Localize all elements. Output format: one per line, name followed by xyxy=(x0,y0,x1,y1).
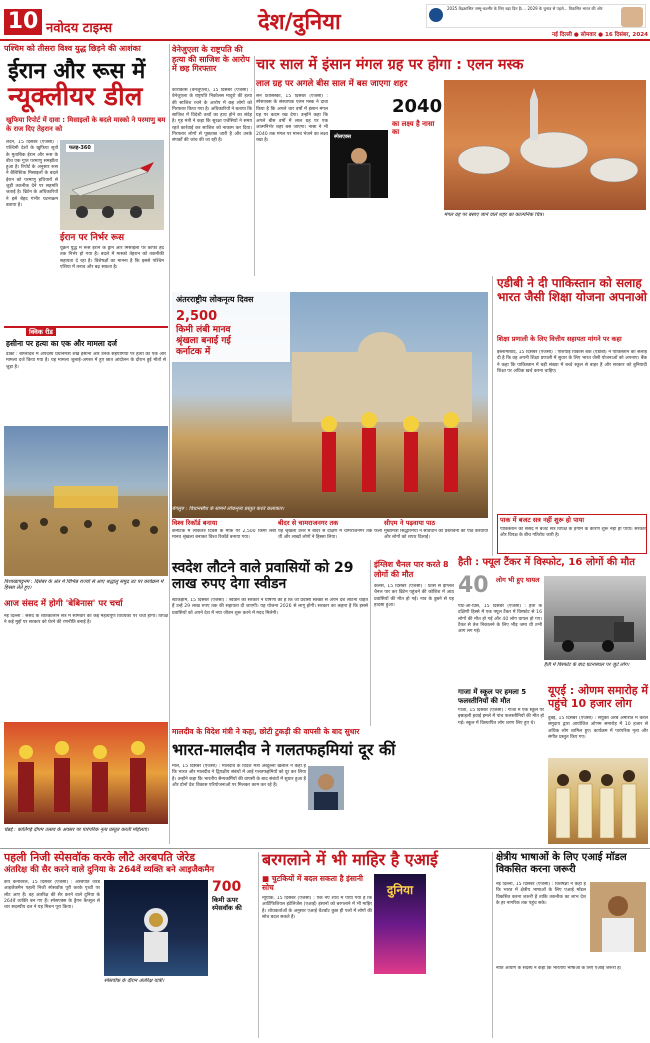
karnataka-line-3: कर्नाटक में xyxy=(176,347,211,357)
adb-body: इस्लामाबाद, 15 दिसंबर (एजेंसी) : एशियाई विकास बैंक (एडीबी) ने पाकिस्तान को सलाह दी है कि वह अपनी शिक्षा प्रणाली में सुधार के लिए भारत जैसी योजनाओं को अपनाए। बैंक ने कहा कि पाकिस्तान में बड़ी संख्या में बच्चे स्कूल से बाहर हैं और सरकार को बुनियादी शिक्षा पर अधिक खर्च करना चाहिए। xyxy=(497,350,647,374)
paper-name: नवोदय टाइम्स xyxy=(46,21,113,36)
karnataka-box-3 xyxy=(384,520,488,552)
karnataka-block xyxy=(172,292,488,552)
mars-caption: मंगल ग्रह पर बसाए जाने वाले शहर का काल्पनिक चित्र। xyxy=(444,212,544,218)
astronaut-graphic xyxy=(104,880,208,976)
maldives-portrait xyxy=(308,766,344,810)
ai-poster xyxy=(374,874,426,974)
spacewalk-caption: स्पेसवॉक के दौरान अंतरिक्ष यात्री। xyxy=(104,978,165,984)
uae-body: दुबई, 15 दिसंबर (एजेंसी) : संयुक्त अरब अमीरात में केरल समुदाय द्वारा आयोजित ओणम समारोह में 10 हजार से अधिक लोग शामिल हुए। कार्यक्रम में पारंपरिक नृत्य और संगीत प्रस्तुत किए गए। xyxy=(548,716,648,740)
sweden-headline xyxy=(172,560,368,592)
minister-graphic xyxy=(308,766,344,810)
box-3-title: सीएम ने पढ़वाया पाठ xyxy=(384,519,436,527)
mars-body: सैन फ्रांसिस्को, 15 दिसंबर (एजेंसी) : स्पेसएक्स के संस्थापक एलन मस्क ने दावा किया है कि अगले चार वर्षों में इंसान मंगल ग्रह पर कदम रख देगा। उन्होंने कहा कि अगले बीस वर्षों में लाल ग्रह पर एक आत्मनिर्भर शहर बस जाएगा। नासा ने भी 2040 तक मंगल पर मानव भेजने का लक्ष्य रखा है। xyxy=(256,94,328,144)
adb-box-body: पाकिस्तान की संसद में बजट सत्र विपक्ष के हंगामे के कारण शुरू नहीं हो पाया। सरकार और विपक्ष के बीच गतिरोध जारी है। xyxy=(500,527,646,539)
spacex-stat: 700 xyxy=(212,879,242,895)
maldives-body-1: माले, 15 दिसंबर (एजेंसी) : मालदीव के विदेश मंत्री अब्दुल्ला खलील ने कहा है कि भारत और मालदीव ने द्विपक्षीय संबंधों में आई गलतफहमियों को दूर कर लिया है। उन्होंने कहा कि भारतीय सैन्यकर्मियों की वापसी के बाद संबंधों में सुधार हुआ है और दोनों देश विकास परियोजनाओं पर मिलकर काम कर रहे हैं। xyxy=(172,764,306,788)
karnataka-big-number: 2,500 xyxy=(176,309,218,324)
crowd-graphic xyxy=(4,426,168,576)
gaza-headline: गाजा में स्कूल पर हमला 5 फलस्तीनियों की मौत xyxy=(458,688,527,705)
quick-read-headline: हसीना पर हत्या का एक और मामला दर्ज xyxy=(6,339,117,348)
adb-headline: एडीबी ने दी पाकिस्तान को सलाह भारत जैसी शिक्षा योजना अपनाओ xyxy=(497,276,647,304)
masthead-ad xyxy=(426,4,646,28)
karnataka-photo xyxy=(172,292,488,518)
masthead-rule xyxy=(0,39,650,41)
divider-sweden xyxy=(370,560,371,726)
box-3-body: मुख्यमंत्री सिद्धारमैया ने संविधान की प्रस्तावना का पाठ करवाया और लोगों को शपथ दिलाई। xyxy=(384,529,488,541)
box-2-title: बीदर से चामराजनगर तक xyxy=(278,519,339,527)
ad-portrait xyxy=(621,7,643,27)
col1-headline-1: ईरान और रूस में xyxy=(8,59,146,84)
ai-bullet-text: चुटकियों में बदल सकता है इंसानी सोच xyxy=(262,874,363,892)
col1-body-2: यूक्रेन युद्ध में रूस ईरान के ड्रोन और मिसाइलों पर काफी हद तक निर्भर हो गया है। बदले में मास्को तेहरान को तकनीकी सहायता दे रहा है। विशेषज्ञों का मानना है कि इससे पश्चिम एशिया में तनाव और बढ़ सकता है। xyxy=(60,246,164,270)
box-1-body: कर्नाटक में लोकतंत्र दिवस के मौके पर 2,500 किमी लंबी मानव श्रृंखला बनाकर विश्व रिकॉर्ड बनाया गया। xyxy=(172,529,276,541)
venezuela-headline: वेनेजुएला के राष्ट्रपति की हत्या की साजिश के आरोप में छह गिरफ्तार xyxy=(172,45,250,73)
masthead xyxy=(0,0,650,40)
musk-photo-label: स्पेसएक्स xyxy=(334,134,352,140)
col1-kicker: पश्चिम को तीसरा विश्व युद्ध छिड़ने की आशंका xyxy=(4,44,141,53)
mars-subhead: लाल ग्रह पर अगले बीस साल में बस जाएगा शहर xyxy=(256,79,408,89)
col1-bottom-body: नई दिल्ली : संसद के शीतकालीन सत्र में सोमवार को कई महत्वपूर्ण विधेयकों पर चर्चा होगी। विपक्ष ने कई मुद्दों पर सरकार को घेरने की रणनीति बनाई है। xyxy=(4,614,168,626)
regional-photo xyxy=(590,882,646,952)
ad-text: 2025 केंद्रशासित जम्मू-कश्मीर के लिए बड़ा दिन है।... 2029 के चुनाव से पहले... विकसित भारत की ओर xyxy=(447,6,603,11)
karnataka-box-2 xyxy=(278,520,382,552)
missile-photo xyxy=(60,140,164,230)
section-title: देश/दुनिया xyxy=(258,10,341,35)
haiti-big-sub: लोग भी हुए घायल xyxy=(496,576,540,584)
quick-read-label: क्विक रीड xyxy=(26,327,56,336)
uae-headline: यूएई : ओणम समारोह में पहुंचे 10 हजार लोग xyxy=(548,684,648,710)
regional-headline: क्षेत्रीय भाषाओं के लिए एआई मॉडल विकसित करना जरूरी xyxy=(496,852,627,875)
divider-col1 xyxy=(169,44,170,844)
date-line: नई दिल्ली ● सोमवार ● 16 दिसंबर, 2024 xyxy=(551,32,648,38)
missile-graphic xyxy=(60,140,164,230)
venezuela-body: काराकास (वेनेजुएला), 15 दिसंबर (एजेंसी) : वेनेजुएला के राष्ट्रपति निकोलस मादुरो की हत्या की साजिश रचने के आरोप में छह लोगों को गिरफ्तार किया गया है। अधिकारियों ने बताया कि साजिश में विदेशी तत्वों का हाथ होने का संदेह है। गृह मंत्री ने कहा कि सुरक्षा एजेंसियों ने समय रहते कार्रवाई कर साजिश को नाकाम कर दिया। गिरफ्तार लोगों से पूछताछ जारी है और उनके संपर्कों की जांच की जा रही है। xyxy=(172,88,252,144)
maldives-headline: भारत-मालदीव ने गलतफहमियां दूर कीं xyxy=(172,740,396,759)
divider-bottom-2 xyxy=(492,852,493,1038)
channel-body: कैलेस, 15 दिसंबर (एजेंसी) : फ्रांस से इंग्लिश चैनल पार कर ब्रिटेन पहुंचने की कोशिश में आठ प्रवासियों की मौत हो गई। नाव के डूबने से यह हादसा हुआ। xyxy=(374,584,454,608)
dance-photo xyxy=(4,722,168,824)
page-number: 10 xyxy=(4,9,42,35)
box-1-title: विश्व रिकॉर्ड बनाया xyxy=(172,519,218,527)
adb-subhead: शिक्षा प्रणाली के लिए वित्तीय सहायता मांगने पर कहा xyxy=(497,335,622,343)
mars-colony-graphic xyxy=(444,80,646,210)
karnataka-line-2: श्रृंखला बनाई गई xyxy=(176,336,231,346)
ai-headline: बरगलाने में भी माहिर है एआई xyxy=(262,850,438,869)
channel-headline: इंग्लिश चैनल पार करते 8 लोगों की मौत xyxy=(374,560,449,579)
col1-bottom-headline: आज संसद में होगी 'बेबिनास' पर चर्चा xyxy=(4,599,123,609)
karnataka-box-1 xyxy=(172,520,276,552)
adb-box-title: पाक में बजट सत्र नहीं शुरू हो पाया xyxy=(500,516,585,524)
col1-subhead: खुफिया रिपोर्ट में दावा : मिसाइलों के बदले मास्को ने परमाणु बम के राज दिए तेहरान को xyxy=(6,116,166,133)
haiti-caption: हैती में विस्फोट के बाद घटनास्थल पर जुटे लोग। xyxy=(544,662,630,668)
karnataka-kicker: अंतरराष्ट्रीय लोकनृत्य दिवस xyxy=(176,295,254,304)
col1-body-1: लंदन, 15 दिसंबर (एजेंसी) : पश्चिमी देशों के खुफिया सूत्रों के मुताबिक ईरान और रूस के बीच एक गुप्त परमाणु समझौता हुआ है। रिपोर्ट के अनुसार रूस ने बैलिस्टिक मिसाइलों के बदले ईरान को परमाणु हथियारों से जुड़ी तकनीक देने पर सहमति जताई है। ब्रिटेन के अधिकारियों ने इसे बेहद गंभीर घटनाक्रम बताया है। xyxy=(6,140,58,208)
ai-bullet-mark: ■ xyxy=(262,874,272,883)
sweden-headline-text: स्वदेश लौटने वाले प्रवासियों को 29 लाख रुपए देगा स्वीडन xyxy=(172,560,354,592)
adb-block xyxy=(492,276,646,556)
haiti-big-number: 40 xyxy=(458,573,489,598)
speaker-graphic xyxy=(330,130,388,198)
official-graphic xyxy=(590,882,646,952)
col1-sub-kicker: ईरान पर निर्भर रूस xyxy=(60,233,125,243)
col1-headline-2: न्यूक्लीयर डील xyxy=(8,82,143,112)
beach-caption: विशाखापट्टनम : दिसंबर के अंत में विभिन्न राज्यों से आए श्रद्धालु समुद्र तट पर कार्यक्रम में हिस्सा लेते हुए। xyxy=(4,579,164,592)
spacewalk-photo xyxy=(104,880,208,976)
spacex-headline-1: पहली निजी स्पेसवॉक करके लौटे अरबपति जेरेड xyxy=(4,851,196,864)
dancers-graphic xyxy=(4,722,168,824)
quick-read-body: ढाका : बांग्लादेश में अपदस्थ प्रधानमंत्री शेख हसीना और उनके सहयोगियों पर हत्या का एक और मामला दर्ज किया गया है। यह मामला जुलाई-अगस्त में हुए छात्र आंदोलन के दौरान हुई मौतों से जुड़ा है। xyxy=(6,352,166,370)
haiti-body: पोर्ट-ओ-प्रिंस, 15 दिसंबर (एजेंसी) : हैती के दक्षिणी हिस्से में एक फ्यूल टैंकर में विस्फोट से 16 लोगों की मौत हो गई और 40 लोग घायल हो गए। टैंकर से तेल निकालने के लिए भीड़ जमा थी तभी आग लग गई। xyxy=(458,604,542,635)
karnataka-line-1: किमी लंबी मानव xyxy=(176,325,231,335)
ai-bullet xyxy=(262,874,372,892)
ai-body-2 xyxy=(430,874,490,1036)
dance-caption: चेन्नई : कार्तिगई दीपम उत्सव के अवसर पर पारंपरिक नृत्य प्रस्तुत करती महिलाएं। xyxy=(4,827,149,833)
bottom-rule xyxy=(0,848,650,849)
mars-year: 2040 xyxy=(392,96,443,117)
ai-body: न्यूयॉर्क, 15 दिसंबर (एजेंसी) : एक नए शोध में पाया गया है कि आर्टिफिशियल इंटेलिजेंस (एआई) इंसानों को बरगलाने में भी माहिर है। शोधकर्ताओं के अनुसार एआई चैटबॉट कुछ ही पलों में लोगों की सोच बदल सकते हैं। xyxy=(262,896,372,920)
missile-label: फतह-360 xyxy=(66,144,94,152)
beach-photo xyxy=(4,426,168,576)
sweden-body: स्टॉकहोम, 15 दिसंबर (एजेंसी) : स्वीडन की सरकार ने घोषणा की है कि जो प्रवासी स्वेच्छा से अपने देश लौटना चाहते हैं उन्हें 29 लाख रुपए तक की सहायता दी जाएगी। यह योजना 2026 से लागू होगी। सरकार का कहना है कि इससे प्रवासियों को अपने देश में नया जीवन शुरू करने में मदद मिलेगी। xyxy=(172,598,368,616)
maldives-body-2 xyxy=(346,764,454,844)
gaza-body: गाजा, 15 दिसंबर (एजेंसी) : गाजा में एक स्कूल पर इस्राइली हवाई हमले में पांच फलस्तीनियों की मौत हो गई। स्कूल में विस्थापित लोग शरण लिए हुए थे। xyxy=(458,708,544,726)
truck-graphic xyxy=(544,576,646,660)
ad-logo xyxy=(429,8,443,22)
onam-photo xyxy=(548,758,648,844)
adb-box xyxy=(497,514,647,554)
onam-crowd-graphic xyxy=(548,758,648,844)
mars-year-sub: का लक्ष्य है नासा का xyxy=(392,120,435,136)
haiti-headline: हैती : फ्यूल टैंकर में विस्फोट, 16 लोगों की मौत xyxy=(458,557,635,568)
box-2-body: यह श्रृंखला उत्तर में बीदर से दक्षिण में चामराजनगर तक फैली थी और लाखों लोगों ने हिस्सा लिया। xyxy=(278,529,382,541)
regional-body: नई दिल्ली, 15 दिसंबर (एजेंसी) : विशेषज्ञों ने कहा है कि भारत में क्षेत्रीय भाषाओं के लिए एआई मॉडल विकसित करना जरूरी है ताकि तकनीक का लाभ देश के हर नागरिक तक पहुंच सके। xyxy=(496,882,586,906)
haiti-photo xyxy=(544,576,646,660)
mars-colony-photo xyxy=(444,80,646,210)
mars-headline: चार साल में इंसान मंगल ग्रह पर होगा : एलन मस्क xyxy=(256,57,524,73)
divider-bottom-1 xyxy=(258,852,259,1038)
maldives-kicker: मालदीव के विदेश मंत्री ने कहा, छोटी टुकड़ी की वापसी के बाद सुधार xyxy=(172,727,360,736)
divider-mars xyxy=(254,56,255,276)
spacex-body: केप कैनावेरल, 15 दिसंबर (एजेंसी) : अरबपति जेरेड आइजैकमैन पहली निजी स्पेसवॉक पूरी करके पृथ्वी पर लौट आए हैं। वह अंतरिक्ष की सैर करने वाले दुनिया के 264वें व्यक्ति बन गए हैं। स्पेसएक्स के ड्रैगन कैप्सूल से चार सदस्यीय दल ने यह मिशन पूरा किया। xyxy=(4,880,100,911)
spacex-stat-text: किमी ऊपर स्पेसवॉक की xyxy=(212,896,242,912)
musk-photo xyxy=(330,130,388,198)
quick-read-box xyxy=(4,326,168,424)
spacex-headline-2: अंतरिक्ष की सैर करने वाले दुनिया के 264वें व्यक्ति बने आइजैकमैन xyxy=(4,865,215,875)
karnataka-caption: बेंगलुरु : विधानसौध के सामने लोकनृत्य प्रस्तुत करते कलाकार। xyxy=(172,506,285,512)
regional-caption: नीति आयोग के सदस्य ने कहा कि भारतीय भाषाओं के लिए एआई जरूरी है। xyxy=(496,966,622,971)
karnataka-kicker-box xyxy=(172,292,290,362)
ai-poster-text: दुनिया xyxy=(386,883,414,897)
